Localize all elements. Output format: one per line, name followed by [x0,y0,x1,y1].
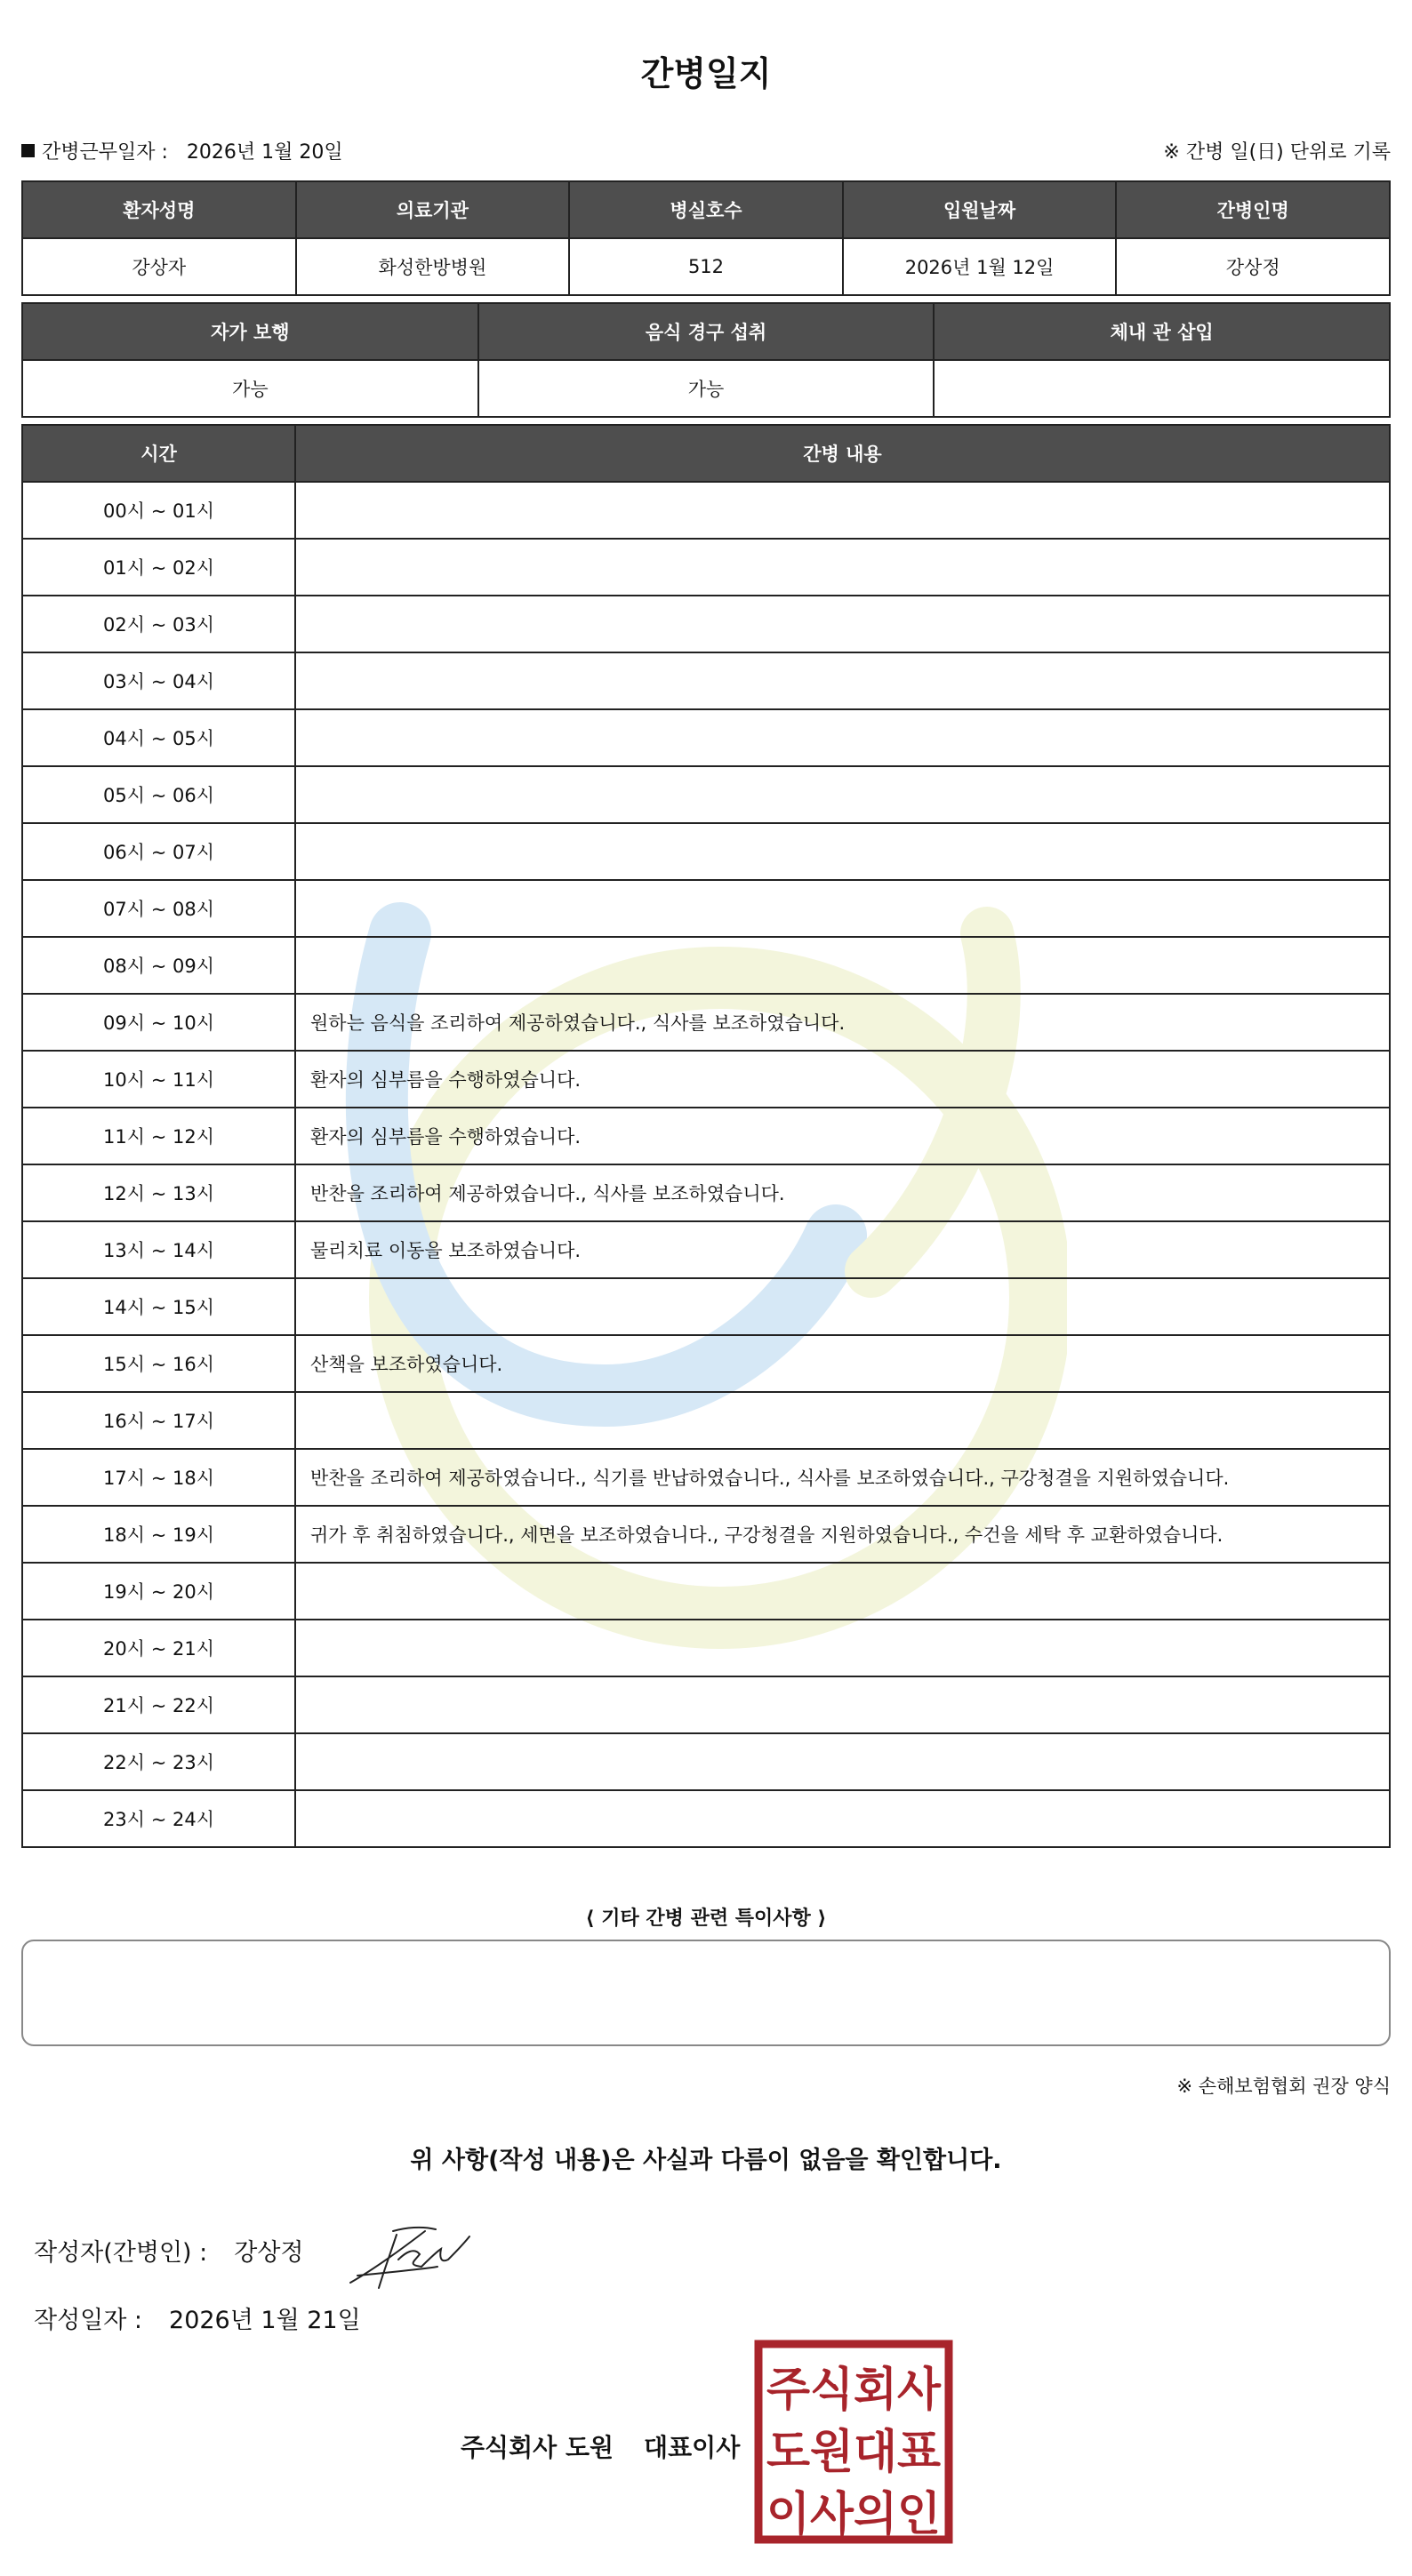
header-caregiver: 간병인명 [1116,181,1390,238]
caregiver-name: 강상정 [1116,238,1390,295]
confirmation-statement: 위 사항(작성 내용)은 사실과 다름이 없음을 확인합니다. [410,2147,1002,2174]
time-slot: 11시 ~ 12시 [22,1108,295,1164]
square-bullet-icon [21,144,35,157]
time-slot: 08시 ~ 09시 [22,937,295,994]
table-row [22,1278,1390,1335]
care-content [295,1790,1390,1847]
time-slot: 15시 ~ 16시 [22,1335,295,1392]
time-slot: 10시 ~ 11시 [22,1051,295,1108]
table-row [22,1392,1390,1449]
care-content [295,1620,1390,1676]
care-content [295,1733,1390,1790]
seal-text-line: 이사의인 [766,2488,941,2541]
work-date-value: 2026년 1월 20일 [186,141,343,164]
table-row [22,1506,1390,1563]
time-slot: 14시 ~ 15시 [22,1278,295,1335]
writer [34,2233,304,2268]
time-slot: 06시 ~ 07시 [22,823,295,880]
time-slot: 01시 ~ 02시 [22,539,295,596]
company-seal [754,2340,953,2544]
care-content [295,766,1390,823]
room-number: 512 [569,238,843,295]
table-row [22,709,1390,766]
care-content [295,652,1390,709]
tube-status [934,360,1390,417]
table-row [22,937,1390,994]
table-row [22,994,1390,1051]
care-content [295,1278,1390,1335]
table-row [22,482,1390,539]
header-room: 병실호수 [569,181,843,238]
care-content [295,709,1390,766]
signature [340,2213,491,2293]
table-row [22,1563,1390,1620]
seal-text-line: 도원대표 [766,2426,941,2479]
time-slot: 07시 ~ 08시 [22,880,295,937]
table-row [22,1733,1390,1790]
header-admission-date: 입원날짜 [843,181,1117,238]
table-row [22,1108,1390,1164]
time-slot: 18시 ~ 19시 [22,1506,295,1563]
time-slot: 17시 ~ 18시 [22,1449,295,1506]
company-name: 주식회사 도원 [461,2433,614,2462]
written-date-label: 작성일자 : [34,2307,143,2334]
care-content [295,937,1390,994]
time-slot: 13시 ~ 14시 [22,1221,295,1278]
written-date [34,2300,361,2335]
time-slot: 16시 ~ 17시 [22,1392,295,1449]
table-row [22,1790,1390,1847]
care-content [295,539,1390,596]
header-oral-intake: 음식 경구 섭취 [478,303,935,360]
header-walking: 자가 보행 [22,303,478,360]
time-slot: 05시 ~ 06시 [22,766,295,823]
notes-title: ⟨ 기타 간병 관련 특이사항 ⟩ [585,1908,827,1930]
care-log-body [22,482,1390,1847]
table-row [22,596,1390,652]
oral-intake-status: 가능 [478,360,935,417]
header-patient-name: 환자성명 [22,181,296,238]
care-content [295,1676,1390,1733]
care-content: 산책을 보조하였습니다. [295,1335,1390,1392]
writer-label: 작성자(간병인) : [34,2239,208,2267]
time-slot: 12시 ~ 13시 [22,1164,295,1221]
care-content: 물리치료 이동을 보조하였습니다. [295,1221,1390,1278]
table-row [22,1221,1390,1278]
unit-note: ※ 간병 일(日) 단위로 기록 [1163,141,1391,164]
work-date-label: 간병근무일자 : [42,141,168,164]
writer-name: 강상정 [234,2239,304,2267]
table-row [22,1620,1390,1676]
document-title: 간병일지 [640,54,772,93]
seal-text-line: 주식회사 [766,2364,942,2417]
care-content: 환자의 심부름을 수행하였습니다. [295,1108,1390,1164]
time-slot: 02시 ~ 03시 [22,596,295,652]
care-content [295,1563,1390,1620]
admission-date: 2026년 1월 12일 [843,238,1117,295]
care-content: 귀가 후 취침하였습니다., 세면을 보조하였습니다., 구강청결을 지원하였습니다., 수건을 세탁 후 교환하였습니다. [295,1506,1390,1563]
hospital: 화성한방병원 [296,238,570,295]
time-slot: 03시 ~ 04시 [22,652,295,709]
care-content [295,482,1390,539]
time-slot: 22시 ~ 23시 [22,1733,295,1790]
table-row [22,1051,1390,1108]
recommended-form-note: ※ 손해보험협회 권장 양식 [1176,2076,1391,2097]
time-slot: 23시 ~ 24시 [22,1790,295,1847]
time-slot: 04시 ~ 05시 [22,709,295,766]
care-content [295,1392,1390,1449]
table-row [22,823,1390,880]
table-row [22,766,1390,823]
care-log-table [21,424,1391,1848]
table-row [22,880,1390,937]
table-row [22,652,1390,709]
table-row [22,1676,1390,1733]
table-row [22,1335,1390,1392]
care-content: 환자의 심부름을 수행하였습니다. [295,1051,1390,1108]
time-slot: 00시 ~ 01시 [22,482,295,539]
patient-status-table [21,302,1391,418]
time-slot: 20시 ~ 21시 [22,1620,295,1676]
care-content: 원하는 음식을 조리하여 제공하였습니다., 식사를 보조하였습니다. [295,994,1390,1051]
header-tube: 체내 관 삽입 [934,303,1390,360]
notes-box [21,1940,1391,2046]
walking-status: 가능 [22,360,478,417]
ceo-title: 대표이사 [644,2433,741,2462]
table-row [22,1164,1390,1221]
care-content: 반찬을 조리하여 제공하였습니다., 식사를 보조하였습니다. [295,1164,1390,1221]
header-hospital: 의료기관 [296,181,570,238]
time-slot: 09시 ~ 10시 [22,994,295,1051]
table-row [22,1449,1390,1506]
time-slot: 19시 ~ 20시 [22,1563,295,1620]
care-content [295,596,1390,652]
work-date [21,137,343,164]
time-slot: 21시 ~ 22시 [22,1676,295,1733]
table-row [22,539,1390,596]
care-content: 반찬을 조리하여 제공하였습니다., 식기를 반납하였습니다., 식사를 보조하였습니다., 구강청결을 지원하였습니다. [295,1449,1390,1506]
written-date-value: 2026년 1월 21일 [169,2307,361,2334]
care-content [295,880,1390,937]
care-content [295,823,1390,880]
header-time: 시간 [22,425,295,482]
company-line [461,2428,740,2464]
patient-name: 강상자 [22,238,296,295]
patient-info-table [21,180,1391,296]
header-content: 간병 내용 [295,425,1390,482]
